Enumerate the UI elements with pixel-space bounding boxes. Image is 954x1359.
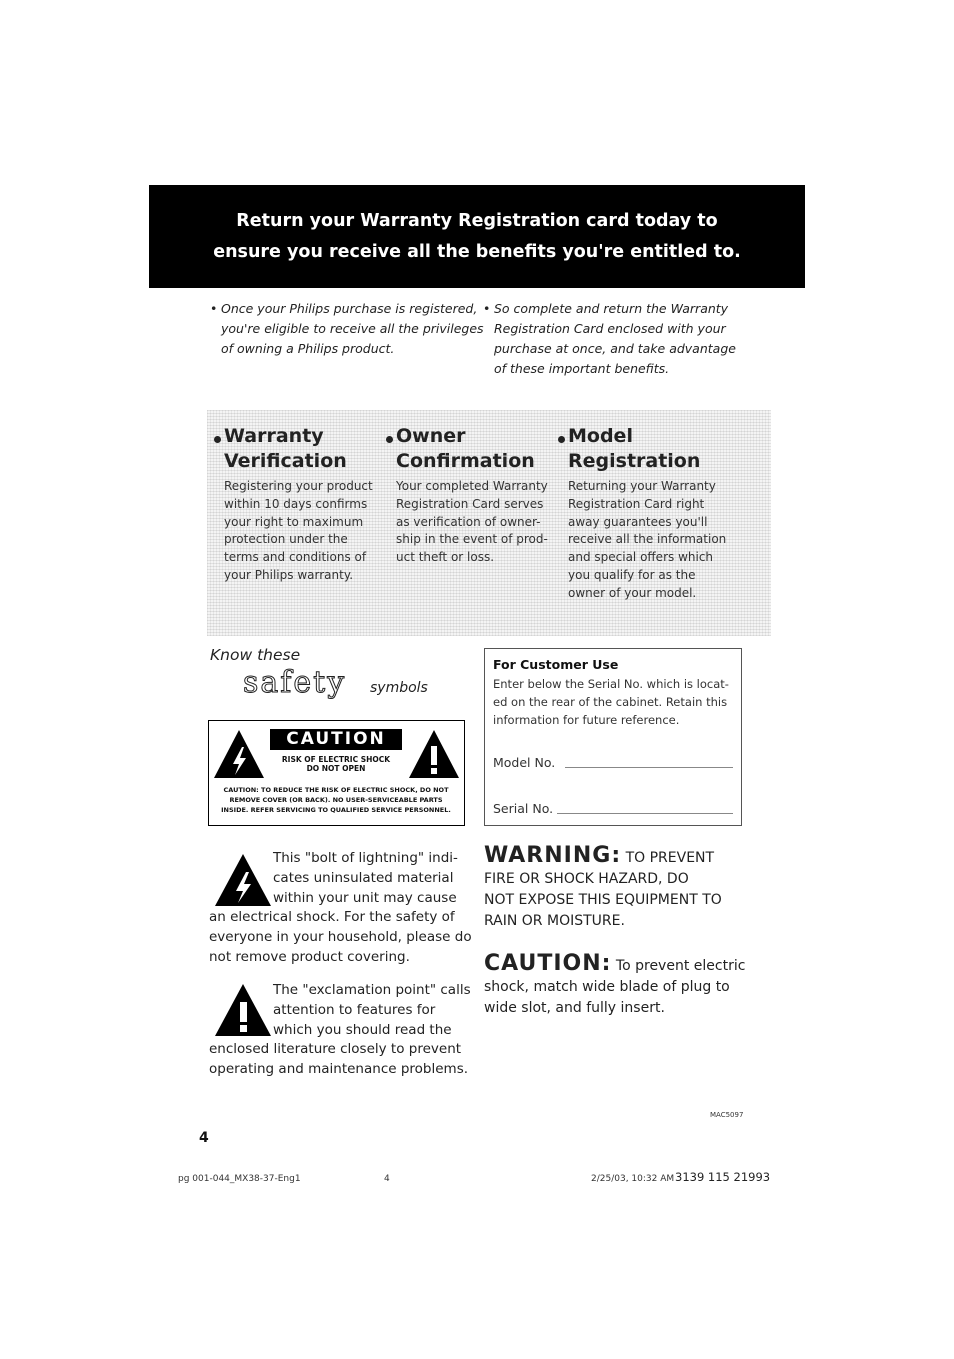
benefit-title: Model	[568, 424, 726, 449]
warning-lead: TO PREVENT	[625, 850, 715, 866]
model-no-field[interactable]	[565, 767, 733, 768]
lightning-triangle-icon	[214, 853, 272, 907]
banner-line-2: ensure you receive all the benefits you're entitled to.	[213, 241, 741, 262]
warning-line: RAIN OR MOISTURE.	[484, 913, 625, 929]
footer-date: 2/25/03, 10:32 AM	[591, 1174, 675, 1184]
intro-left-line: Once your Philips purchase is registered,	[221, 301, 478, 316]
bullet-icon	[214, 436, 221, 443]
warning-block	[484, 845, 722, 932]
banner-line-1: Return your Warranty Registration card today to	[236, 210, 718, 231]
benefit-text: Registering your product within 10 days confirms your right to maximum protection under the terms and conditions of your Philips warranty.	[224, 479, 373, 582]
caution-fine-print: CAUTION: TO REDUCE THE RISK OF ELECTRIC SHOCK, DO NOT REMOVE COVER (OR BACK). NO USER-SERVICEABLE PARTS INSIDE. REFER SERVICING TO QUALIFIED SERVICE PERSONNEL.	[221, 786, 451, 814]
intro-right-line: of these important benefits.	[494, 361, 670, 376]
caution-line: shock, match wide blade of plug to	[484, 979, 730, 995]
benefit-title: Owner	[396, 424, 548, 449]
serial-no-field[interactable]	[557, 813, 733, 814]
benefits-panel	[207, 410, 771, 636]
customer-use-box	[484, 648, 742, 826]
intro-left	[210, 299, 484, 359]
bullet-icon	[386, 436, 393, 443]
intro-right-line: So complete and return the Warranty	[494, 301, 729, 316]
intro-right	[483, 299, 736, 379]
benefit-text: Your completed Warranty Registration Card serves as verification of owner- ship in the event of prod- uct theft or loss.	[396, 479, 548, 565]
bullet-icon: •	[483, 301, 491, 316]
footer-page: 4	[384, 1174, 390, 1184]
exclamation-text-top: The "exclamation point" calls attention to features for which you should read the	[273, 982, 471, 1038]
warranty-banner	[149, 185, 805, 288]
exclamation-text-bottom: enclosed literature closely to prevent operating and maintenance problems.	[209, 1041, 469, 1077]
caution-block	[484, 953, 745, 1019]
warning-line: FIRE OR SHOCK HAZARD, DO	[484, 871, 689, 887]
benefit-title: Warranty	[224, 424, 373, 449]
caution-title: CAUTION	[270, 729, 402, 750]
benefit-owner-confirmation	[396, 424, 548, 567]
bullet-icon	[558, 436, 565, 443]
benefit-title: Confirmation	[396, 450, 535, 472]
bullet-icon: •	[210, 301, 218, 316]
caution-lead: To prevent electric	[615, 958, 746, 974]
lightning-triangle-icon	[213, 729, 265, 779]
benefit-model-registration	[568, 424, 726, 603]
intro-right-line: Registration Card enclosed with your	[494, 321, 726, 336]
know-these-label: Know these	[210, 646, 301, 664]
warning-heading: WARNING:	[484, 843, 622, 868]
benefit-warranty-verification	[224, 424, 373, 585]
intro-left-line: you're eligible to receive all the privileges	[221, 321, 484, 336]
exclamation-triangle-icon	[214, 983, 272, 1037]
customer-use-title: For Customer Use	[493, 657, 619, 672]
footer-number: 3139 115 21993	[675, 1170, 771, 1184]
benefit-title: Registration	[568, 450, 701, 472]
intro-right-line: purchase at once, and take advantage	[494, 341, 736, 356]
footer-filename: pg 001-044_MX38-37-Eng1	[178, 1174, 301, 1184]
benefit-title: Verification	[224, 450, 347, 472]
exclamation-triangle-icon	[408, 729, 460, 779]
intro-left-line: of owning a Philips product.	[221, 341, 395, 356]
customer-use-text: Enter below the Serial No. which is locat- ed on the rear of the cabinet. Retain this information for future reference.	[493, 677, 729, 727]
model-no-label: Model No.	[493, 755, 556, 770]
lightning-text-bottom: an electrical shock. For the safety of everyone in your household, please do not remove product covering.	[209, 909, 472, 965]
caution-heading: CAUTION:	[484, 951, 612, 976]
lightning-text-top: This "bolt of lightning" indi- cates uninsulated material within your unit may cause	[273, 850, 458, 906]
risk-warning: RISK OF ELECTRIC SHOCK DO NOT OPEN	[281, 755, 391, 773]
document-code: MAC5097	[710, 1111, 744, 1119]
safety-word: safety	[243, 665, 347, 700]
benefit-text: Returning your Warranty Registration Card right away guarantees you'll receive all the information and special offers which you qualify for as the owner of your model.	[568, 479, 727, 600]
symbols-label: symbols	[370, 680, 428, 696]
serial-no-label: Serial No.	[493, 801, 554, 816]
page-number: 4	[199, 1130, 209, 1146]
caution-line: wide slot, and fully insert.	[484, 1000, 665, 1016]
warning-line: NOT EXPOSE THIS EQUIPMENT TO	[484, 892, 722, 908]
caution-label-box	[208, 720, 465, 826]
